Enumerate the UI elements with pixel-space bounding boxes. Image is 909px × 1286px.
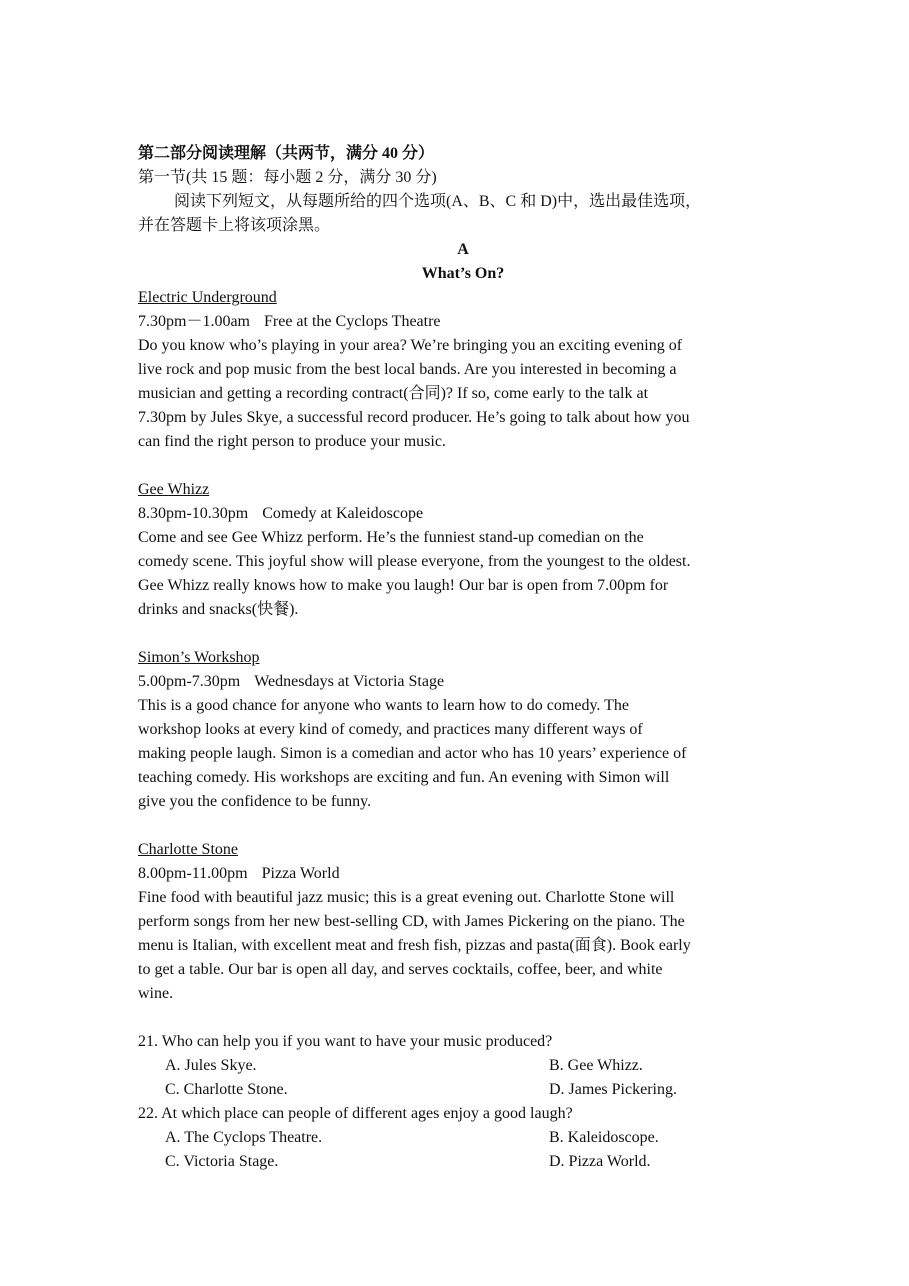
event-text-line: 7.30pm by Jules Skye, a successful record producer. He’s going to talk about how you <box>138 409 690 426</box>
event-text-line: workshop looks at every kind of comedy, and practices many different ways of <box>138 721 643 738</box>
event-time-place <box>138 502 788 526</box>
option-c: C. Victoria Stage. <box>165 1153 279 1170</box>
option-a: A. The Cyclops Theatre. <box>165 1129 323 1146</box>
part-title: 第二部分阅读理解（共两节，满分 40 分） <box>138 145 435 162</box>
event-place: Free at the Cyclops Theatre <box>264 313 441 330</box>
event-text-line: wine. <box>138 985 174 1002</box>
event-gee-whizz <box>138 478 788 622</box>
event-text-line: to get a table. Our bar is open all day, and serves cocktails, coffee, beer, and white <box>138 961 663 978</box>
option-row <box>138 1078 788 1102</box>
event-place: Wednesdays at Victoria Stage <box>254 673 445 690</box>
option-b: B. Gee Whizz. <box>549 1057 643 1074</box>
question-stem: 21. Who can help you if you want to have your music produced? <box>138 1033 553 1050</box>
event-time: 8.30pm-10.30pm <box>138 505 249 522</box>
event-text-line: Gee Whizz really knows how to make you laugh! Our bar is open from 7.00pm for <box>138 577 669 594</box>
event-text-line: live rock and pop music from the best local bands. Are you interested in becoming a <box>138 361 677 378</box>
event-text-line: comedy scene. This joyful show will please everyone, from the youngest to the oldest. <box>138 553 691 570</box>
event-simons-workshop <box>138 646 788 814</box>
event-charlotte-stone <box>138 838 788 1006</box>
event-text-line: Do you know who’s playing in your area? We’re bringing you an exciting evening of <box>138 337 683 354</box>
event-text-line: menu is Italian, with excellent meat and fresh fish, pizzas and pasta(面食). Book early <box>138 937 691 954</box>
event-time: 7.30pm－1.00am <box>138 313 250 330</box>
option-c: C. Charlotte Stone. <box>165 1081 288 1098</box>
option-a: A. Jules Skye. <box>165 1057 257 1074</box>
event-name: Charlotte Stone <box>138 841 238 858</box>
option-d: D. James Pickering. <box>549 1081 677 1098</box>
option-row <box>138 1150 788 1174</box>
option-row <box>138 1126 788 1150</box>
instruction-line-1: 阅读下列短文，从每题所给的四个选项(A、B、C 和 D)中，选出最佳选项， <box>174 193 702 210</box>
question-21 <box>138 1030 788 1102</box>
event-time-place <box>138 670 788 694</box>
event-text-line: This is a good chance for anyone who wants to learn how to do comedy. The <box>138 697 629 714</box>
event-text-line: musician and getting a recording contract(合同)? If so, come early to the talk at <box>138 385 649 402</box>
instruction-line-2: 并在答题卡上将该项涂黑。 <box>138 217 331 234</box>
option-row <box>138 1054 788 1078</box>
event-name: Electric Underground <box>138 289 277 306</box>
option-d: D. Pizza World. <box>549 1153 651 1170</box>
option-b: B. Kaleidoscope. <box>549 1129 659 1146</box>
event-time: 5.00pm-7.30pm <box>138 673 241 690</box>
event-text-line: can find the right person to produce your music. <box>138 433 446 450</box>
event-text-line: drinks and snacks(快餐). <box>138 601 299 618</box>
passage-title: What’s On? <box>421 265 505 282</box>
event-electric-underground <box>138 286 788 454</box>
event-place: Pizza World <box>261 865 340 882</box>
event-place: Comedy at Kaleidoscope <box>262 505 424 522</box>
event-text-line: Come and see Gee Whizz perform. He’s the funniest stand-up comedian on the <box>138 529 644 546</box>
event-name: Gee Whizz <box>138 481 210 498</box>
event-name: Simon’s Workshop <box>138 649 260 666</box>
event-time-place <box>138 862 788 886</box>
passage-letter: A <box>457 241 469 258</box>
event-text-line: teaching comedy. His workshops are exciting and fun. An evening with Simon will <box>138 769 670 786</box>
exam-page <box>138 142 788 1174</box>
section-title: 第一节(共 15 题：每小题 2 分，满分 30 分) <box>138 169 437 186</box>
event-text-line: Fine food with beautiful jazz music; this is a great evening out. Charlotte Stone will <box>138 889 675 906</box>
question-stem: 22. At which place can people of different ages enjoy a good laugh? <box>138 1105 573 1122</box>
question-22 <box>138 1102 788 1174</box>
event-time: 8.00pm-11.00pm <box>138 865 248 882</box>
event-text-line: making people laugh. Simon is a comedian and actor who has 10 years’ experience of <box>138 745 687 762</box>
event-time-place <box>138 310 788 334</box>
event-text-line: give you the confidence to be funny. <box>138 793 372 810</box>
event-text-line: perform songs from her new best-selling CD, with James Pickering on the piano. The <box>138 913 685 930</box>
